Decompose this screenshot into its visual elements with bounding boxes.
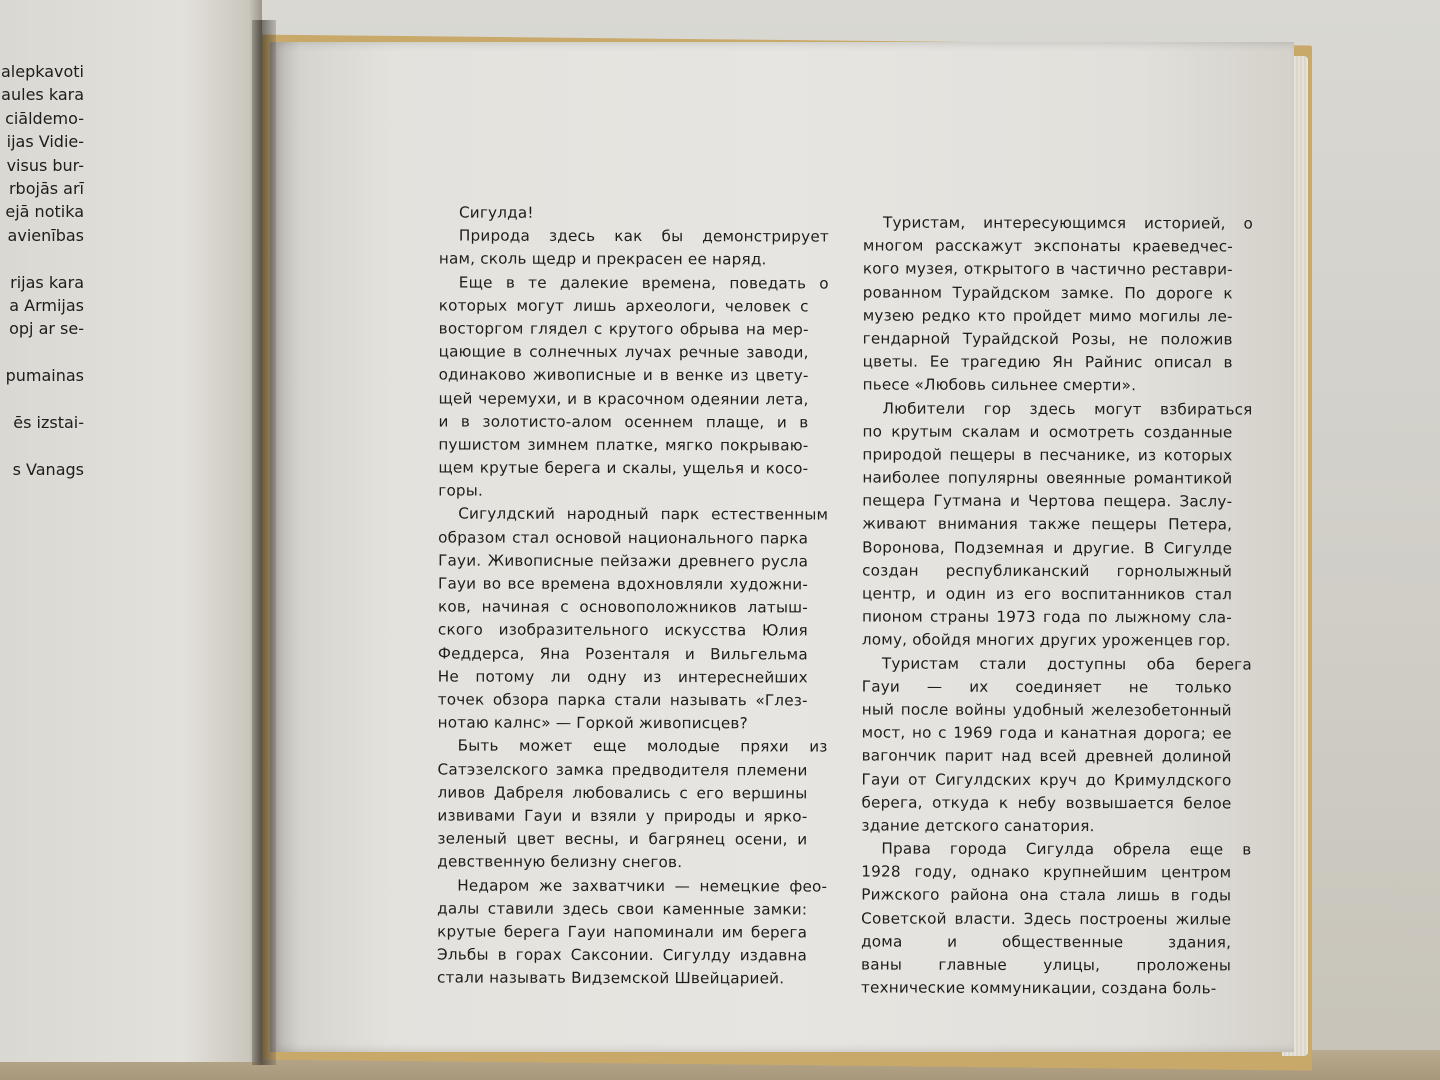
left-page-line: visus bur-: [6, 155, 84, 175]
text-line: мост, но с 1969 года и канатная дорога; ее: [861, 723, 1232, 743]
text-line: одинаково живописные и в венке из цвету-: [438, 365, 809, 385]
text-line: пионом страны 1973 года по лыжному сла-: [861, 607, 1232, 627]
text-line: дома и общественные здания,: [861, 932, 1232, 952]
text-line: Гауи — их соединяет не только: [861, 677, 1232, 697]
text-line: Туристам стали доступны оба берега: [881, 654, 1252, 674]
text-line: образом стал основой национального парка: [438, 528, 809, 548]
text-line: гендарной Турайдской Розы, не положив: [862, 329, 1233, 349]
left-page-line: rijas kara: [10, 272, 84, 292]
text-line: природой пещеры в песчанике, из которых: [862, 445, 1233, 465]
text-line: пушистом зимнем платке, мягко покрываю-: [438, 435, 809, 455]
text-line: Недаром же захватчики — немецкие фео-: [457, 876, 828, 896]
left-page-line: [0, 387, 84, 410]
text-line: 1928 году, однако крупнейшим центром: [861, 862, 1232, 882]
text-line: ный после войны удобный железобетонный: [861, 700, 1232, 720]
text-line: щем крутые берега и скалы, ущелья и косо-: [438, 458, 809, 478]
text-line: горы.: [438, 481, 484, 500]
text-line: пещера Гутмана и Чертова пещера. Заслу-: [862, 491, 1233, 511]
text-line: Эльбы в горах Саксонии. Сигулду издавна: [437, 945, 808, 965]
left-page-line: avienības: [7, 225, 84, 245]
text-line: точек обзора парка стали называть «Глез-: [437, 690, 808, 710]
text-line: Быть может еще молодые пряхи из: [457, 736, 828, 756]
text-line: кого музея, открытого в частично реставри-: [862, 259, 1233, 279]
text-line: ского изобразительного искусства Юлия: [437, 620, 808, 640]
text-line: Гауи. Живописные пейзажи древнего русла: [438, 551, 809, 571]
text-line: многом расскажут экспонаты краеведчес-: [862, 236, 1233, 256]
text-line: Советской власти. Здесь построены жилые: [861, 909, 1232, 929]
text-line: берега, откуда к небу возвышается белое: [861, 793, 1232, 813]
text-line: Рижского района она стала лишь в годы: [861, 885, 1232, 905]
left-page-line: opj ar se-: [9, 319, 84, 339]
text-line: Гауи во все времена вдохновляли художни-: [438, 574, 809, 594]
left-page-line: ijas Vidie-: [6, 132, 84, 152]
left-page-line: s Vanags: [12, 459, 84, 479]
text-line: Сатэзелского замка предводителя племени: [437, 760, 808, 780]
text-line: ков, начиная с основоположников латыш-: [437, 597, 808, 617]
text-line: здание детского санатория.: [861, 816, 1095, 836]
text-line: живают внимания также пещеры Петера,: [862, 514, 1233, 534]
text-line: Сигулдский народный парк естественным: [458, 505, 829, 524]
text-line: Сигулда!: [458, 203, 534, 222]
text-line: крутые берега Гауи напоминали им берега: [437, 922, 808, 942]
text-line: лому, обойдя многих других уроженцев гор.: [861, 630, 1231, 650]
text-line: нотаю калнс» — Горкой живописцев?: [437, 713, 748, 733]
text-line: музею редко кто пройдет мимо могилы ле-: [862, 306, 1233, 326]
left-page-line: [0, 434, 84, 457]
text-line: Воронова, Подземная и другие. В Сигулде: [862, 538, 1233, 558]
left-page-text: [0, 60, 84, 481]
text-line: щей черемухи, и в красочном одеянии лета,: [438, 389, 809, 408]
text-line: Феддерса, Яна Розенталя и Вильгельма: [437, 644, 808, 664]
left-page-line: ēs izstai-: [13, 412, 84, 432]
text-line: цающие в солнечных лучах речные заводи,: [438, 342, 809, 362]
left-page-line: pumainas: [5, 366, 84, 386]
text-line: по крутым скалам и осмотреть созданные: [862, 422, 1233, 442]
text-line: стали называть Видземской Швейцарией.: [436, 968, 785, 988]
text-line: далы ставили здесь свои каменные замки:: [437, 899, 808, 919]
text-line: Гауи от Сигулдских круч до Кримулдского: [861, 770, 1232, 789]
text-line: пьесе «Любовь сильнее смерти».: [862, 375, 1137, 395]
text-line: вагончик парит над всей древней долиной: [861, 746, 1232, 766]
text-line: Любители гор здесь могут взбираться: [882, 399, 1253, 419]
text-line: центр, и один из его воспитанников стал: [862, 584, 1233, 604]
text-line: которых могут лишь археологи, человек с: [438, 296, 809, 316]
text-line: и в золотисто-алом осеннем плаще, и в: [438, 412, 809, 432]
left-page-line: alepkavoti: [0, 62, 84, 81]
text-line: нам, сколь щедр и прекрасен ее наряд.: [438, 249, 767, 269]
text-line: ваны главные улицы, проложены: [861, 955, 1232, 975]
text-line: наиболее популярны овеянные романтикой: [862, 468, 1233, 488]
text-line: Природа здесь как бы демонстрирует: [458, 226, 829, 246]
text-line: девственную белизну снегов.: [437, 852, 683, 872]
right-page-column-2: [861, 211, 1253, 1000]
left-page-line: ciāldemo-: [5, 108, 84, 128]
left-page-line: a Armijas: [9, 295, 84, 315]
book-spine-gutter: [252, 20, 276, 1065]
text-line: технические коммуникации, создана боль-: [860, 978, 1217, 998]
text-line: ливов Дабреля любовались с его вершины: [437, 783, 808, 803]
text-line: рованном Турайдском замке. По дороге к: [862, 283, 1233, 303]
right-page-column-1: [437, 201, 829, 990]
text-line: Туристам, интересующимся историей, о: [882, 213, 1254, 233]
left-page-line: [0, 247, 84, 270]
text-line: создан республиканский горнолыжный: [862, 561, 1233, 581]
left-page-line: ejā notika: [5, 202, 84, 222]
left-page-line: aules kara: [1, 85, 84, 105]
left-page-line: rbojās arī: [8, 178, 84, 198]
text-line: извивами Гауи и взяли у природы и ярко-: [437, 806, 808, 826]
text-line: зеленый цвет весны, и багрянец осени, и: [437, 829, 808, 849]
text-line: Не потому ли одну из интереснейших: [437, 667, 808, 687]
text-line: цветы. Ее трагедию Ян Райнис описал в: [862, 352, 1233, 372]
text-line: Права города Сигулда обрела еще в: [881, 839, 1252, 859]
text-line: Еще в те далекие времена, поведать о: [458, 273, 829, 293]
left-page-line: [0, 341, 84, 364]
text-line: восторгом глядел с крутого обрыва на мер-: [438, 319, 809, 339]
